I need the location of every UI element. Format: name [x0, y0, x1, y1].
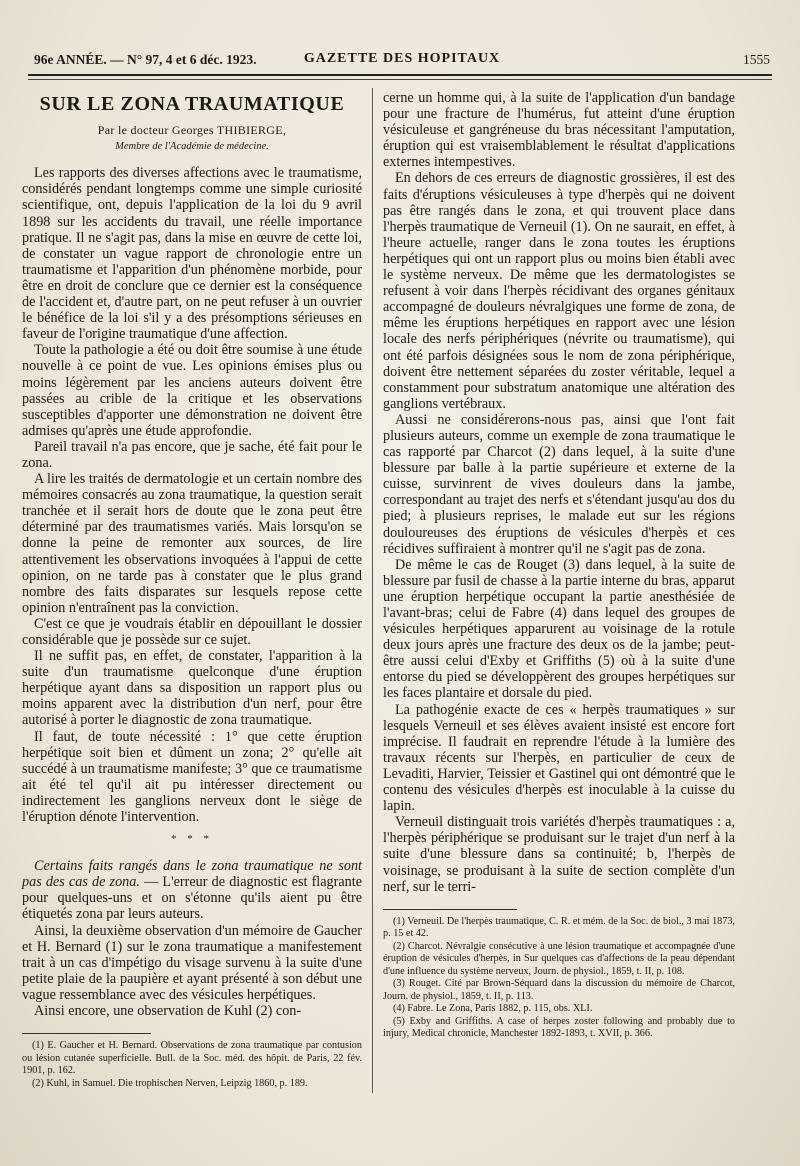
footnote: (4) Fabre. Le Zona, Paris 1882, p. 115, obs. XLI.: [393, 1003, 593, 1015]
paragraph: cerne un homme qui, à la suite de l'application d'un bandage pour une fracture de l'humérus, fut atteint d'une éruption vésiculeuse et gangréneuse du bras nécessitant l'amputation, éruption qui est vraisemblablement le résultat d'applications externes intempestives.: [383, 90, 735, 171]
paragraph: Les rapports des diverses affections avec le traumatisme, considérés pendant longtemps comme une simple curiosité scientifique, ont, depuis l'application de la loi du 9 avril 1898 sur les accidents du travail, une réelle importance pratique. Il ne s'agit pas, dans la mise en œuvre de cette loi, de constater un vague rapport de chronologie entre un traumatisme et l'apparition d'un phénomène morbide, pour être en droit de conclure que ce dernier est la conséquence de l'accident et, d'autre part, on ne peut refuser à un ouvrier le bénéfice de la loi s'il y a des présomptions sérieuses en faveur de l'origine traumatique d'une affection.: [22, 165, 362, 343]
footnote: (2) Charcot. Névralgie consécutive à une lésion traumatique et accompagnée d'une éruption de vésicules d'herpès, in Sur quelques cas d'affections de la peau dépendant d'une influence du système nerveux, Journ. de physiol., 1859, t. II, p. 108.: [383, 940, 735, 977]
footnote-rule: [22, 1033, 151, 1034]
paragraph: Pareil travail n'a pas encore, que je sache, été fait pour le zona.: [22, 438, 362, 471]
section-separator: * * *: [171, 833, 213, 846]
section-heading: Certains faits rangés dans le zona traumatique ne sont pas des cas de zona.: [22, 858, 362, 891]
paragraph: Ainsi, la deuxième observation d'un mémoire de Gaucher et H. Bernard (1) sur le zona traumatique a manifestement trait à un cas d'impétigo du visage survenu à la suite d'une petite plaie de la paupière et ayant présenté à son début une vague ressemblance avec des vésicules herpétiques.: [22, 922, 362, 1003]
column-divider: [372, 88, 373, 1093]
paragraph: Il ne suffit pas, en effet, de constater, l'apparition à la suite d'un traumatisme quelconque d'une éruption herpétique ayant dans sa disposition un rapport plus ou moins apparent avec la distribution d'un nerf, pour être autorisé à porter le diagnostic de zona traumatique.: [22, 648, 362, 729]
paragraph: Ainsi encore, une observation de Kuhl (2) con-: [34, 1002, 302, 1019]
page-number: 1555: [743, 52, 770, 67]
header-rule-thin: [28, 79, 772, 80]
section-text: — L'erreur de diagnostic est flagrante pour quelques-uns et on s'étonne qu'ils aient pu être étiquetés zona par leurs auteurs.: [22, 874, 362, 923]
author-affiliation: Membre de l'Académie de médecine.: [115, 141, 269, 153]
paragraph: Aussi ne considérerons-nous pas, ainsi que l'ont fait plusieurs auteurs, comme un exemple de zona traumatique le cas rapporté par Charcot (2) dans lequel, à la suite d'une blessure par balle à la partie supérieure et externe de la cuisse, survinrent de vives douleurs dans la jambe, correspondant au trajet des nerfs et s'étendant jusqu'au dos du pied; à plusieurs reprises, le malade eut sur les régions douloureuses des éruptions de vésicules d'herpès et ces récidives suffiraient à montrer qu'il ne s'agit pas de zona.: [383, 411, 735, 557]
article-title: SUR LE ZONA TRAUMATIQUE: [39, 93, 345, 115]
paragraph: C'est ce que je voudrais établir en dépouillant le dossier considérable que je possède sur ce sujet.: [22, 615, 362, 648]
paragraph: La pathogénie exacte de ces « herpès traumatiques » sur lesquels Verneuil et ses élèves avaient insisté est encore fort imprécise. Il faudrait en reprendre l'étude à la lumière des travaux récents sur l'herpès, en particulier de ceux de Levaditi, Harvier, Teissier et Gastinel qui ont démontré que le contenu des vésicules d'herpès est inoculable à la cuisse du lapin.: [383, 701, 735, 815]
journal-title: GAZETTE DES HOPITAUX: [303, 51, 501, 66]
section-paragraph: [22, 858, 362, 922]
footnote: (1) E. Gaucher et H. Bernard. Observations de zona traumatique par contusion ou lésion cutanée superficielle. Bull. de la Soc. méd. des hôpit. de Paris, 22 fév. 1901, p. 162.: [22, 1040, 362, 1077]
issue-info: 96e ANNÉE. — N° 97, 4 et 6 déc. 1923.: [34, 52, 257, 67]
paragraph: Verneuil distinguait trois variétés d'herpès traumatiques : a, l'herpès périphérique se produisant sur le trajet d'un nerf à la suite d'une blessure dans sa continuité; b, l'herpès de voisinage, se produisant à la suite de section complète d'un nerf, sur le terri-: [383, 814, 735, 895]
footnote: (3) Rouget. Cité par Brown-Séquard dans la discussion du mémoire de Charcot, Journ. de physiol., 1859, t. II, p. 113.: [383, 978, 735, 1002]
paragraph: De même le cas de Rouget (3) dans lequel, à la suite de blessure par fusil de chasse à la partie interne du bras, apparut une éruption herpétique occupant la partie anesthésiée de l'avant-bras; celui de Fabre (4) dans lequel des groupes de vésicules herpétiques apparurent au voisinage de la rotule deux jours après une fracture des deux os de la jambe; peut-être aussi celui d'Exby et Griffiths (5) où à la suite d'une entorse du pied se développèrent des groupes herpétiques sur les faces plantaire et dorsale du pied.: [383, 556, 735, 702]
right-column: [383, 90, 735, 1041]
paragraph: Toute la pathologie a été ou doit être soumise à une étude nouvelle à ce point de vue. Les opinions émises plus ou moins légèrement par les anciens auteurs doivent être passées au crible de la critique et les observations susceptibles d'apporter une démonstration ne doivent être admises qu'après une étude approfondie.: [22, 342, 362, 439]
paragraph: A lire les traités de dermatologie et un certain nombre des mémoires consacrés au zona traumatique, la question serait tranchée et il serait hors de doute que le zona peut être déterminé par des traumatismes variés. Mais lorsqu'on se donne la peine de remonter aux sources, de lire attentivement les observations invoquées à l'appui de cette opinion, on ne tarde pas à constater que le plus grand nombre des faits disparates sur lesquels repose cette opinion n'entraînent pas la conviction.: [22, 471, 362, 616]
footnote: (5) Exby and Griffiths. A case of herpes zoster following and probably due to injury, Medical chronicle, Manchester 1892-1893, t. XVII, p. 366.: [383, 1015, 735, 1040]
paragraph: Il faut, de toute nécessité : 1° que cette éruption herpétique soit bien et dûment un zona; 2° qu'elle ait succédé à un traumatisme manifeste; 3° que ce traumatisme ait été tel qu'il ait pu intéresser directement ou indirectement les ganglions nerveux dont le siège de l'éruption dénote l'intervention.: [22, 728, 362, 826]
header-rule: [28, 74, 772, 76]
author-byline: Par le docteur Georges THIBIERGE,: [97, 123, 287, 138]
left-column: [22, 88, 362, 1090]
paragraph: En dehors de ces erreurs de diagnostic grossières, il est des faits d'éruptions vésiculeuses à type d'herpès qui ne doivent pas être rangés dans le zona, et qui trouvent place dans l'herpès traumatique de Verneuil (1). On ne saurait, en effet, à l'heure actuelle, ranger dans le zona toutes les éruptions herpétiques qui ont un rapport plus ou moins bien établi avec le système nerveux. De même que les dermatologistes se refusent à voir dans l'herpès récidivant des organes génitaux accompagné de douleurs névralgiques une forme de zona, de même les éruptions herpétiques en rapport avec une lésion locale des nerfs périphériques (névrite ou traumatisme), qui ont été parfois désignées sous le nom de zona périphérique, doivent être nettement séparées du zoster véritable, lequel a constamment pour substratum anatomique une altération des ganglions vertébraux.: [383, 170, 735, 412]
page-header: [34, 50, 770, 72]
footnote: (1) Verneuil. De l'herpès traumatique, C. R. et mém. de la Soc. de biol., 3 mai 1873, p. 15 et 42.: [383, 915, 735, 940]
footnote: (2) Kuhl, in Samuel. Die trophischen Nerven, Leipzig 1860, p. 189.: [32, 1077, 308, 1089]
footnote-rule: [383, 909, 517, 910]
